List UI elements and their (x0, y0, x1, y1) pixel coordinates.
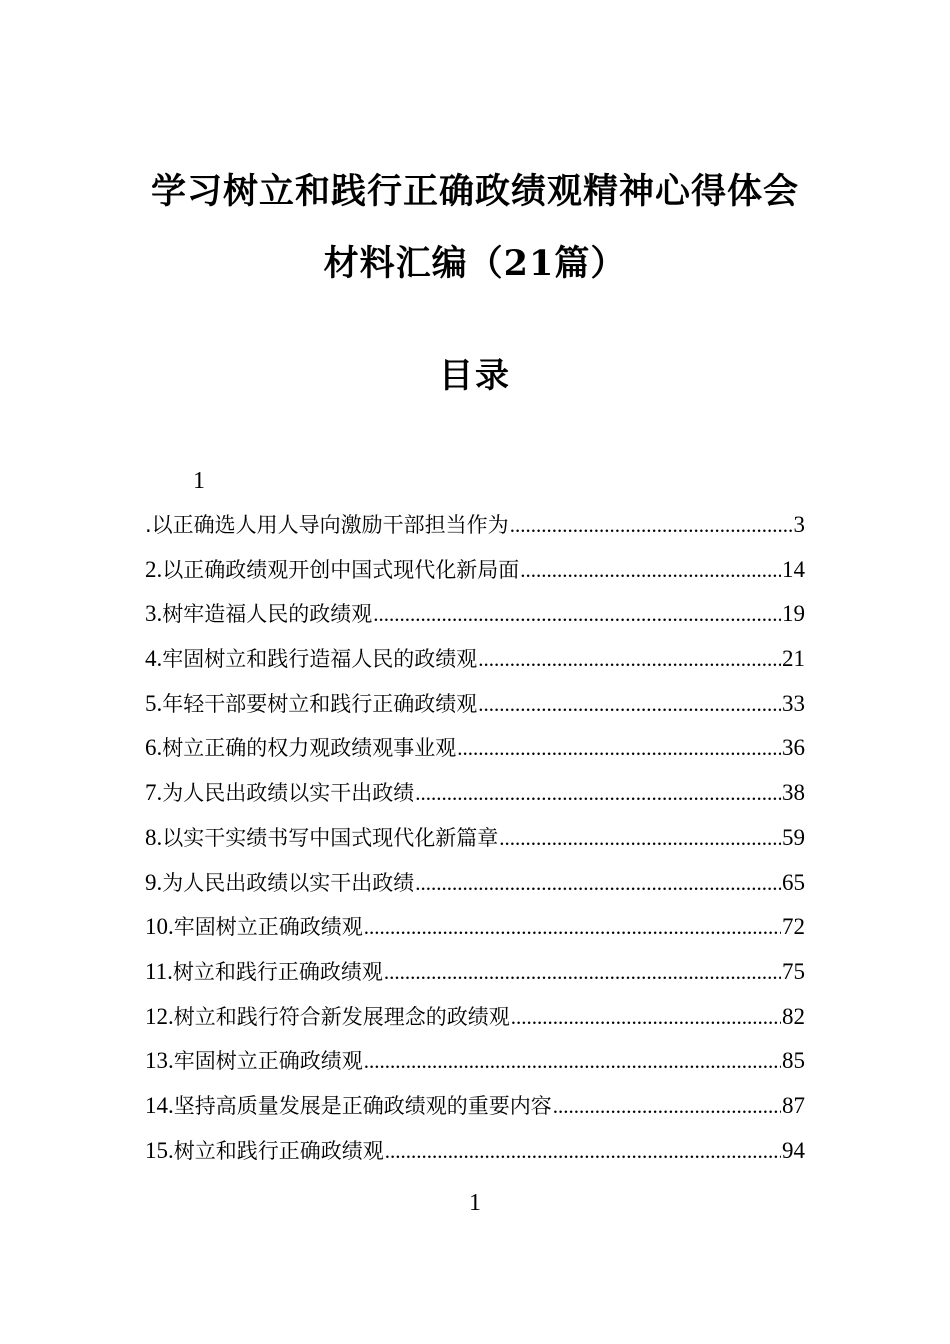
toc-entry-number: 9. (145, 869, 163, 895)
toc-entry-page: 87 (782, 1092, 805, 1118)
toc-entry-label (145, 689, 477, 719)
toc-entry-title: 树立和践行符合新发展理念的政绩观 (173, 1004, 510, 1029)
toc-dot-leader (384, 957, 781, 987)
toc-entry-title: 为人民出政绩以实干出政绩 (162, 870, 415, 895)
toc-entry-title: 坚持高质量发展是正确政绩观的重要内容 (173, 1093, 552, 1118)
toc-entry[interactable] (145, 957, 805, 1002)
toc-entry[interactable] (145, 510, 805, 555)
document-title-line-1: 学习树立和践行正确政绩观精神心得体会 (150, 171, 799, 212)
toc-entry-title: 为人民出政绩以实干出政绩 (162, 781, 415, 806)
toc-entry-label (145, 599, 372, 629)
toc-entry[interactable] (145, 555, 805, 600)
toc-entry-label (145, 823, 498, 853)
document-title-line-2: 材料汇编（21篇） (323, 243, 627, 284)
toc-entry[interactable] (145, 1002, 805, 1047)
toc-entry-number: 14. (145, 1092, 174, 1118)
toc-entry-label (145, 868, 414, 898)
toc-entry-page: 85 (782, 1048, 805, 1074)
toc-entry[interactable] (145, 689, 805, 734)
toc-entry-label (145, 733, 456, 763)
toc-entry-title: 树立和践行正确政绩观 (173, 1138, 384, 1163)
page-number: 1 (469, 1190, 481, 1216)
toc-entry-page: 33 (782, 690, 805, 716)
toc-entry-title: 树牢造福人民的政绩观 (162, 602, 373, 627)
toc-entry-label (145, 912, 363, 942)
toc-dot-leader (415, 868, 781, 898)
toc-entry-number: 5. (145, 690, 163, 716)
toc-entry-number: 10. (145, 914, 174, 940)
toc-entry-page: 36 (782, 735, 805, 761)
toc-entry-page: 94 (782, 1137, 805, 1163)
toc-entry-number: 2. (145, 556, 163, 582)
toc-entry-label (145, 778, 414, 808)
toc-entry-number: 6. (145, 735, 163, 761)
toc-heading: 目录 (439, 356, 511, 396)
toc-entry-title: 牢固树立正确政绩观 (173, 915, 363, 940)
toc-dot-leader (553, 1091, 781, 1121)
toc-entry-title: 以正确政绩观开创中国式现代化新局面 (162, 557, 520, 582)
toc-entry[interactable] (145, 823, 805, 868)
toc-entry-page: 19 (782, 601, 805, 627)
toc-dot-leader (478, 644, 781, 674)
toc-entry-label (145, 555, 519, 585)
table-of-contents (145, 510, 805, 1180)
toc-entry-number: 3. (145, 601, 163, 627)
toc-entry-page: 14 (782, 556, 805, 582)
toc-entry-title: 牢固树立和践行造福人民的政绩观 (162, 647, 478, 672)
toc-entry-page: 38 (782, 780, 805, 806)
toc-entry-number: 11. (145, 958, 173, 984)
toc-dot-leader (520, 555, 781, 585)
toc-entry[interactable] (145, 644, 805, 689)
toc-entry-page: 82 (782, 1003, 805, 1029)
toc-entry[interactable] (145, 599, 805, 644)
toc-entry[interactable] (145, 1136, 805, 1181)
toc-entry-label (145, 1002, 510, 1032)
toc-dot-leader (511, 1002, 781, 1032)
toc-entry-page: 59 (782, 824, 805, 850)
toc-entry-label (145, 644, 477, 674)
toc-entry-page: 72 (782, 914, 805, 940)
toc-entry-title: .以正确选人用人导向激励干部担当作为 (145, 513, 509, 537)
toc-first-entry-number: 1 (193, 468, 205, 494)
toc-entry-number: 15. (145, 1137, 174, 1163)
toc-entry-page: 3 (793, 512, 805, 537)
toc-entry-number: 12. (145, 1003, 174, 1029)
toc-entry[interactable] (145, 1091, 805, 1136)
toc-dot-leader (364, 912, 781, 942)
toc-entry-number: 13. (145, 1048, 174, 1074)
toc-entry[interactable] (145, 912, 805, 957)
toc-entry-label (145, 510, 509, 540)
toc-dot-leader (457, 733, 781, 763)
toc-entry-number: 4. (145, 646, 163, 672)
toc-dot-leader (385, 1136, 781, 1166)
toc-entry-title: 年轻干部要树立和践行正确政绩观 (162, 691, 478, 716)
toc-entry[interactable] (145, 778, 805, 823)
toc-dot-leader (373, 599, 781, 629)
toc-dot-leader (478, 689, 781, 719)
toc-entry-number: 8. (145, 824, 163, 850)
toc-entry-page: 65 (782, 869, 805, 895)
toc-entry-label (145, 1046, 363, 1076)
toc-entry[interactable] (145, 733, 805, 778)
toc-entry-title: 树立正确的权力观政绩观事业观 (162, 736, 457, 761)
toc-entry-title: 牢固树立正确政绩观 (173, 1049, 363, 1074)
toc-entry-page: 21 (782, 646, 805, 672)
toc-entry[interactable] (145, 868, 805, 913)
toc-entry-title: 以实干实绩书写中国式现代化新篇章 (162, 825, 499, 850)
toc-entry-page: 75 (782, 958, 805, 984)
toc-dot-leader (510, 510, 793, 540)
toc-entry-label (145, 1136, 384, 1166)
toc-entry-number: 7. (145, 780, 163, 806)
toc-dot-leader (499, 823, 781, 853)
toc-entry[interactable] (145, 1046, 805, 1091)
toc-entry-label (145, 1091, 552, 1121)
toc-entry-title: 树立和践行正确政绩观 (172, 959, 383, 984)
toc-dot-leader (364, 1046, 781, 1076)
toc-dot-leader (415, 778, 781, 808)
toc-entry-label (145, 957, 383, 987)
